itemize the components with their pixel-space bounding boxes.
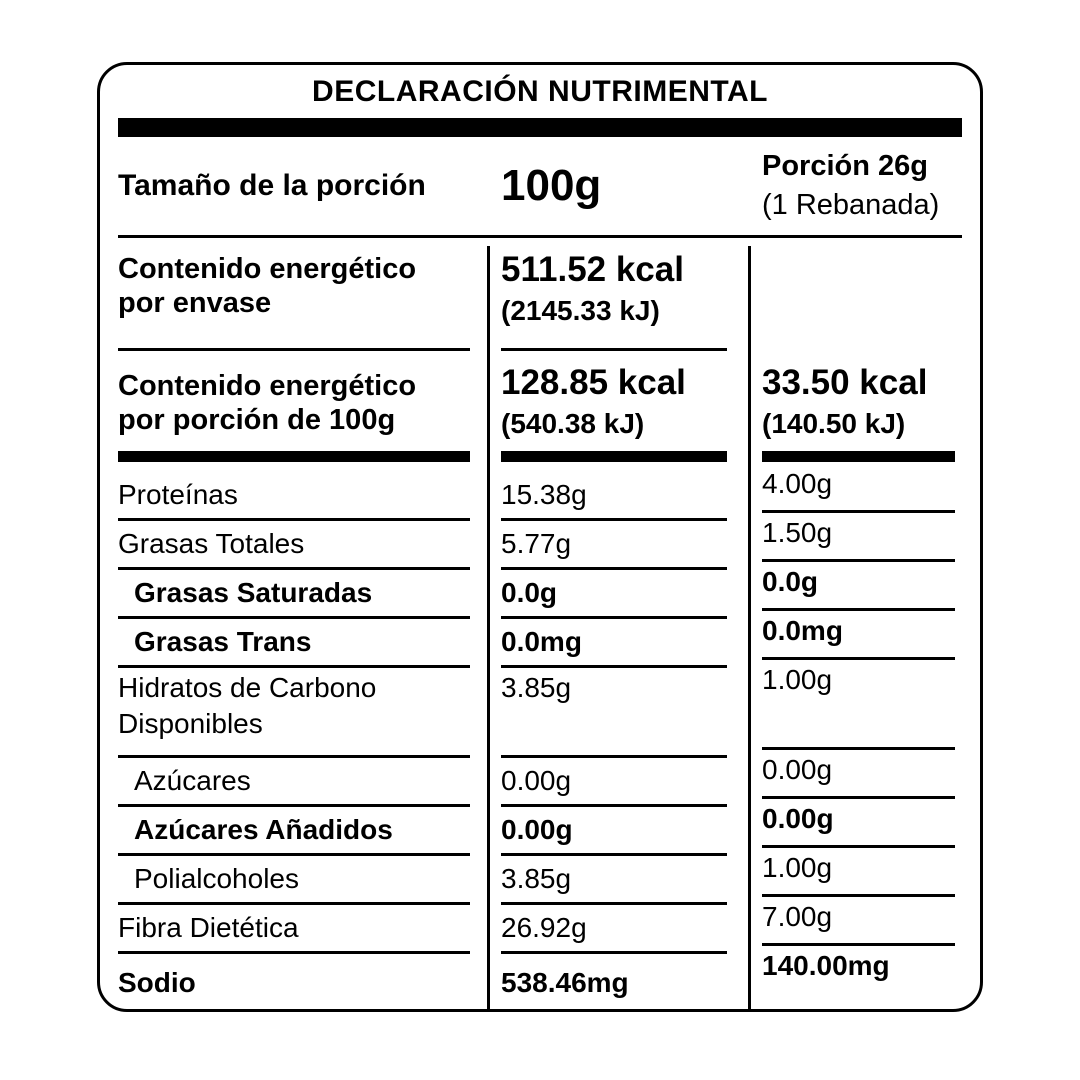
energy-label-line2: por porción de 100g: [118, 404, 396, 437]
per-100g-value-rows: [501, 472, 727, 1006]
header-thick-bar: [118, 118, 962, 137]
nutrient-value: 1.00g: [762, 660, 955, 750]
portion-note: (1 Rebanada): [762, 189, 940, 221]
energy-kcal: 128.85 kcal: [501, 363, 686, 402]
nutrient-value: 5.77g: [501, 521, 727, 570]
nutrient-name-rows: [118, 472, 470, 1006]
energy-per-container-value: [501, 246, 727, 351]
column-per-100g: [487, 246, 751, 1009]
nutrient-value: 140.00mg: [762, 950, 890, 981]
energy-per-portion-value: [762, 351, 955, 451]
serving-size-row: [100, 137, 980, 235]
label-body: [100, 246, 980, 1009]
nutrient-name: Fibra Dietética: [118, 905, 470, 954]
energy-kcal: 511.52 kcal: [501, 250, 684, 289]
section-thick-bar: [501, 451, 727, 462]
nutrient-value: 0.0mg: [762, 611, 955, 660]
column-per-portion: [751, 246, 980, 1009]
nutrient-value: 0.0g: [762, 562, 955, 611]
nutrient-value: 538.46mg: [501, 966, 629, 998]
energy-label-line1: Contenido energético: [118, 253, 417, 285]
nutrient-name: Sodio: [118, 966, 196, 998]
nutrient-name: Azúcares Añadidos: [118, 807, 470, 856]
column-names: [100, 246, 487, 1009]
nutrient-value: 15.38g: [501, 472, 727, 521]
energy-per-container-empty: [762, 246, 955, 351]
serving-size-label: Tamaño de la porción: [118, 169, 426, 202]
energy-per-container-label: [118, 246, 470, 351]
energy-per-100g-value: [501, 351, 727, 451]
nutrient-value: 0.00g: [501, 758, 727, 807]
energy-per-100g-label: [118, 351, 470, 451]
nutrient-name: Hidratos de Carbono Disponibles: [118, 668, 470, 758]
nutrient-name: Polialcoholes: [118, 856, 470, 905]
section-thick-bar: [762, 451, 955, 462]
per-portion-value-rows: [762, 464, 955, 998]
energy-kcal: 33.50 kcal: [762, 363, 928, 402]
nutrient-name: Azúcares: [118, 758, 470, 807]
energy-kj: (140.50 kJ): [762, 408, 906, 440]
nutrient-value: 0.0mg: [501, 619, 727, 668]
nutrient-value: 1.50g: [762, 513, 955, 562]
nutrient-value: 0.00g: [762, 750, 955, 799]
nutrient-value: 4.00g: [762, 464, 955, 513]
serving-divider-line: [118, 235, 962, 238]
portion-info: [751, 147, 980, 225]
nutrition-label: [97, 62, 983, 1012]
energy-label-line2: por envase: [118, 287, 272, 320]
nutrient-name: Proteínas: [118, 472, 470, 521]
energy-label-line1: Contenido energético: [118, 370, 417, 402]
nutrient-value: 0.00g: [501, 807, 727, 856]
section-thick-bar: [118, 451, 470, 462]
energy-kj: (2145.33 kJ): [501, 295, 660, 327]
nutrient-name: Grasas Totales: [118, 521, 470, 570]
nutrient-value: 7.00g: [762, 897, 955, 946]
portion-label: Porción 26g: [762, 149, 928, 182]
nutrient-value: 26.92g: [501, 905, 727, 954]
nutrient-value: 3.85g: [501, 856, 727, 905]
nutrient-value: 0.0g: [501, 570, 727, 619]
nutrient-name: Grasas Saturadas: [118, 570, 470, 619]
nutrient-name: Grasas Trans: [118, 619, 470, 668]
nutrient-value: 1.00g: [762, 848, 955, 897]
serving-size-value: 100g: [501, 161, 602, 210]
energy-kj: (540.38 kJ): [501, 408, 645, 440]
nutrient-value: 3.85g: [501, 668, 727, 758]
label-title: DECLARACIÓN NUTRIMENTAL: [312, 74, 768, 108]
nutrient-value: 0.00g: [762, 799, 955, 848]
